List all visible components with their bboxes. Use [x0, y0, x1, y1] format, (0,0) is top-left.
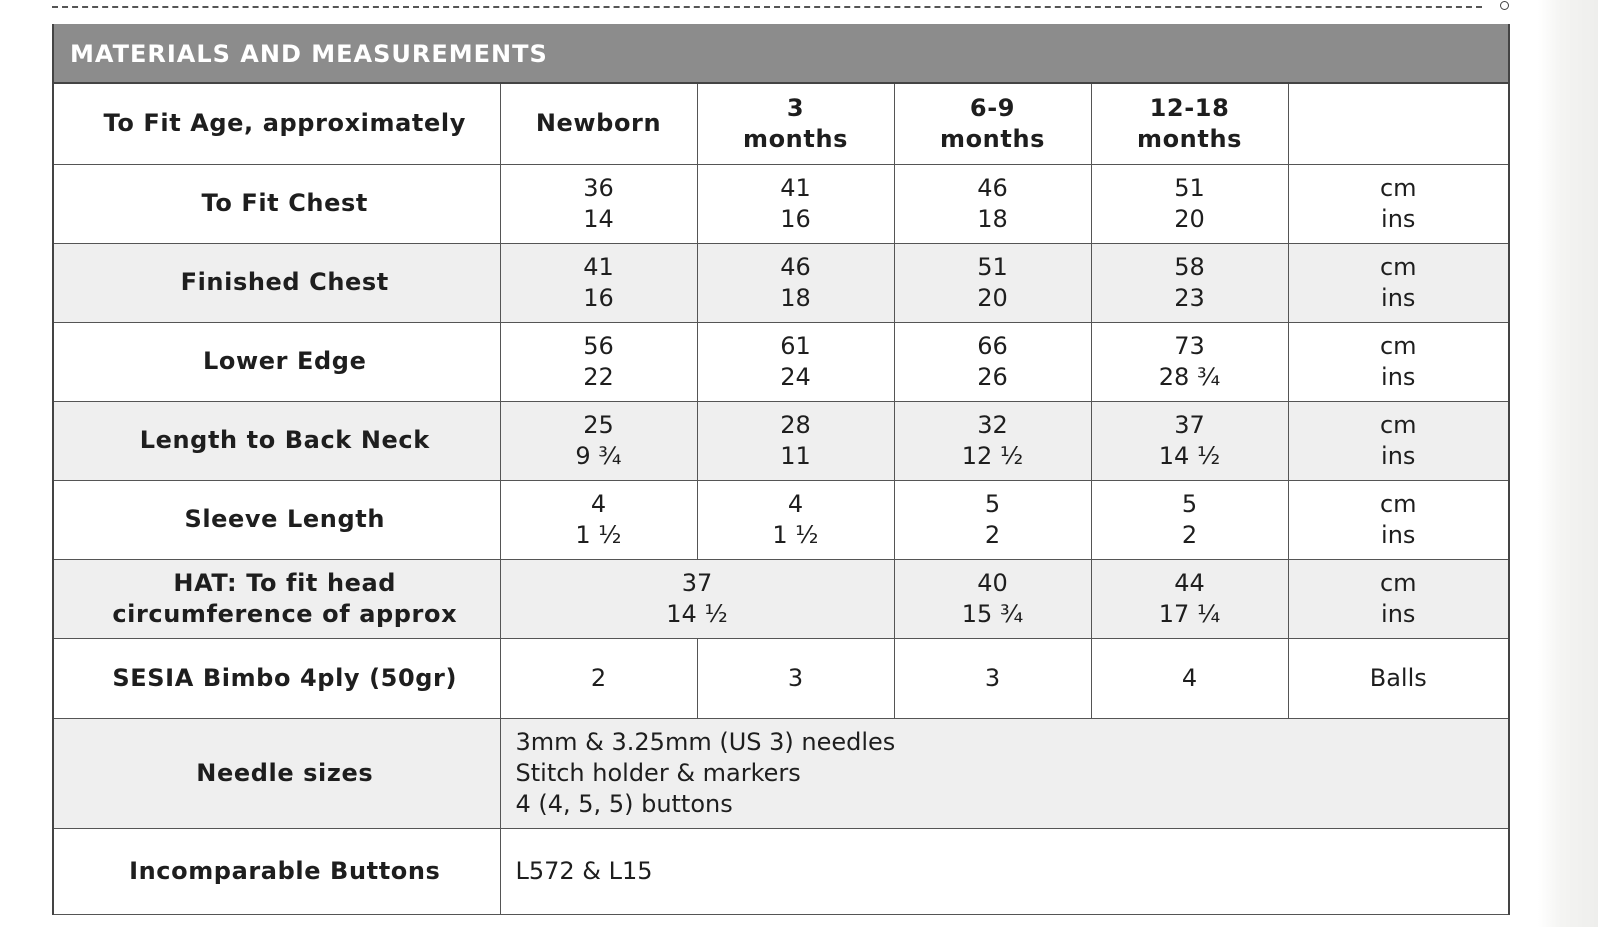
table-cell: 46 18 — [697, 243, 894, 322]
table-cell: 5 2 — [894, 480, 1091, 559]
table-cell: 66 26 — [894, 322, 1091, 401]
row-label-finished-chest: Finished Chest — [54, 243, 500, 322]
scan-page-edge — [1538, 0, 1598, 927]
table-cell: 3 — [894, 638, 1091, 718]
needles-text: 3mm & 3.25mm (US 3) needles Stitch holder & markers 4 (4, 5, 5) buttons — [500, 718, 1508, 828]
table-cell: 37 14 ½ — [500, 559, 894, 638]
table-cell: 2 — [500, 638, 697, 718]
row-label-sleeve: Sleeve Length — [54, 480, 500, 559]
section-title: MATERIALS AND MEASUREMENTS — [54, 24, 1508, 84]
buttons-text: L572 & L15 — [500, 828, 1508, 914]
table-row — [54, 718, 1508, 828]
table-cell: 51 20 — [1091, 164, 1288, 243]
table-row — [54, 164, 1508, 243]
table-cell: 61 24 — [697, 322, 894, 401]
table-cell: 51 20 — [894, 243, 1091, 322]
unit-cell: cm ins — [1288, 164, 1508, 243]
table-cell: 36 14 — [500, 164, 697, 243]
row-label-lower-edge: Lower Edge — [54, 322, 500, 401]
size-table — [54, 84, 1508, 915]
table-cell: 44 17 ¼ — [1091, 559, 1288, 638]
table-row — [54, 322, 1508, 401]
table-row — [54, 243, 1508, 322]
table-cell: 4 — [1091, 638, 1288, 718]
unit-cell: cm ins — [1288, 559, 1508, 638]
unit-cell: cm ins — [1288, 243, 1508, 322]
unit-cell: cm ins — [1288, 401, 1508, 480]
table-cell: 41 16 — [500, 243, 697, 322]
row-label-yarn: SESIA Bimbo 4ply (50gr) — [54, 638, 500, 718]
table-cell: 37 14 ½ — [1091, 401, 1288, 480]
size-header-3-months: 3 months — [697, 84, 894, 164]
table-cell: 40 15 ¾ — [894, 559, 1091, 638]
unit-cell: cm ins — [1288, 480, 1508, 559]
table-cell: 73 28 ¾ — [1091, 322, 1288, 401]
table-row — [54, 828, 1508, 914]
table-cell: 56 22 — [500, 322, 697, 401]
row-label-chest: To Fit Chest — [54, 164, 500, 243]
dashed-cut-line — [52, 6, 1482, 8]
table-cell: 28 11 — [697, 401, 894, 480]
table-cell: 58 23 — [1091, 243, 1288, 322]
row-label-back-neck: Length to Back Neck — [54, 401, 500, 480]
table-row — [54, 559, 1508, 638]
cut-line-end-marker — [1500, 1, 1509, 10]
table-cell: 3 — [697, 638, 894, 718]
materials-measurements-table — [52, 24, 1510, 915]
size-header-newborn: Newborn — [500, 84, 697, 164]
row-label-needles: Needle sizes — [54, 718, 500, 828]
row-label-buttons: Incomparable Buttons — [54, 828, 500, 914]
table-cell: 25 9 ¾ — [500, 401, 697, 480]
size-header-12-18-months: 12-18 months — [1091, 84, 1288, 164]
table-row — [54, 480, 1508, 559]
unit-cell: cm ins — [1288, 322, 1508, 401]
size-header-6-9-months: 6-9 months — [894, 84, 1091, 164]
row-label-hat: HAT: To fit head circumference of approx — [54, 559, 500, 638]
unit-cell: Balls — [1288, 638, 1508, 718]
table-cell: 4 1 ½ — [500, 480, 697, 559]
table-cell: 41 16 — [697, 164, 894, 243]
table-header-row — [54, 84, 1508, 164]
table-row — [54, 638, 1508, 718]
table-row — [54, 401, 1508, 480]
table-cell: 5 2 — [1091, 480, 1288, 559]
table-cell: 46 18 — [894, 164, 1091, 243]
unit-header — [1288, 84, 1508, 164]
table-cell: 4 1 ½ — [697, 480, 894, 559]
age-label: To Fit Age, approximately — [54, 84, 500, 164]
table-cell: 32 12 ½ — [894, 401, 1091, 480]
